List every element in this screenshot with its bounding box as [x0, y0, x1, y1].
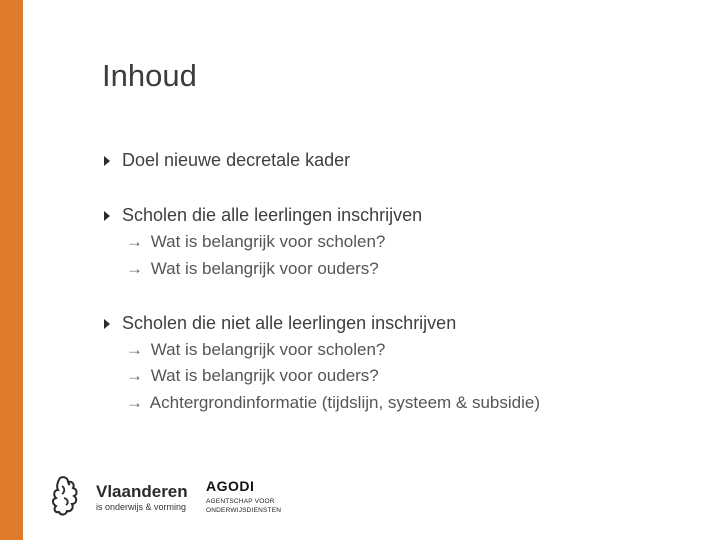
vlaanderen-name: Vlaanderen: [96, 482, 188, 501]
sub-item-text: Achtergrondinformatie (tijdslijn, systeem & subsidie): [149, 393, 541, 412]
arrow-icon: →: [126, 232, 143, 251]
agodi-name: AGODI: [206, 478, 255, 494]
accent-side-bar: [0, 0, 23, 540]
agodi-line-2: ONDERWIJSDIENSTEN: [206, 507, 282, 514]
arrow-icon: →: [126, 259, 143, 278]
sub-item: [126, 393, 540, 413]
agodi-line-1: AGENTSCHAP VOOR: [206, 498, 275, 505]
bullet-text: Scholen die alle leerlingen inschrijven: [122, 205, 423, 225]
bullet-item-2: [104, 205, 422, 226]
sub-item: [126, 232, 385, 252]
bullet-text: Doel nieuwe decretale kader: [122, 150, 351, 170]
bullet-item-3: [104, 313, 456, 334]
triangle-bullet-icon: [104, 156, 110, 166]
agodi-logo: [206, 478, 281, 515]
sub-item-text: Wat is belangrijk voor scholen?: [150, 340, 386, 359]
sub-item-text: Wat is belangrijk voor scholen?: [150, 232, 386, 251]
sub-item-text: Wat is belangrijk voor ouders?: [150, 259, 379, 278]
arrow-icon: →: [126, 366, 143, 385]
arrow-icon: →: [126, 340, 143, 359]
bullet-item-1: [104, 150, 350, 171]
sub-item: [126, 340, 385, 360]
sub-item: [126, 259, 379, 279]
vlaanderen-logo: [50, 470, 200, 520]
vlaanderen-tagline: is onderwijs & vorming: [96, 502, 187, 512]
slide-title: Inhoud: [102, 58, 197, 93]
sub-item: [126, 366, 379, 386]
flemish-lion-icon: [50, 474, 84, 518]
arrow-icon: →: [126, 393, 143, 412]
triangle-bullet-icon: [104, 211, 110, 221]
sub-item-text: Wat is belangrijk voor ouders?: [150, 366, 379, 385]
triangle-bullet-icon: [104, 319, 110, 329]
bullet-text: Scholen die niet alle leerlingen inschrijven: [122, 313, 457, 333]
